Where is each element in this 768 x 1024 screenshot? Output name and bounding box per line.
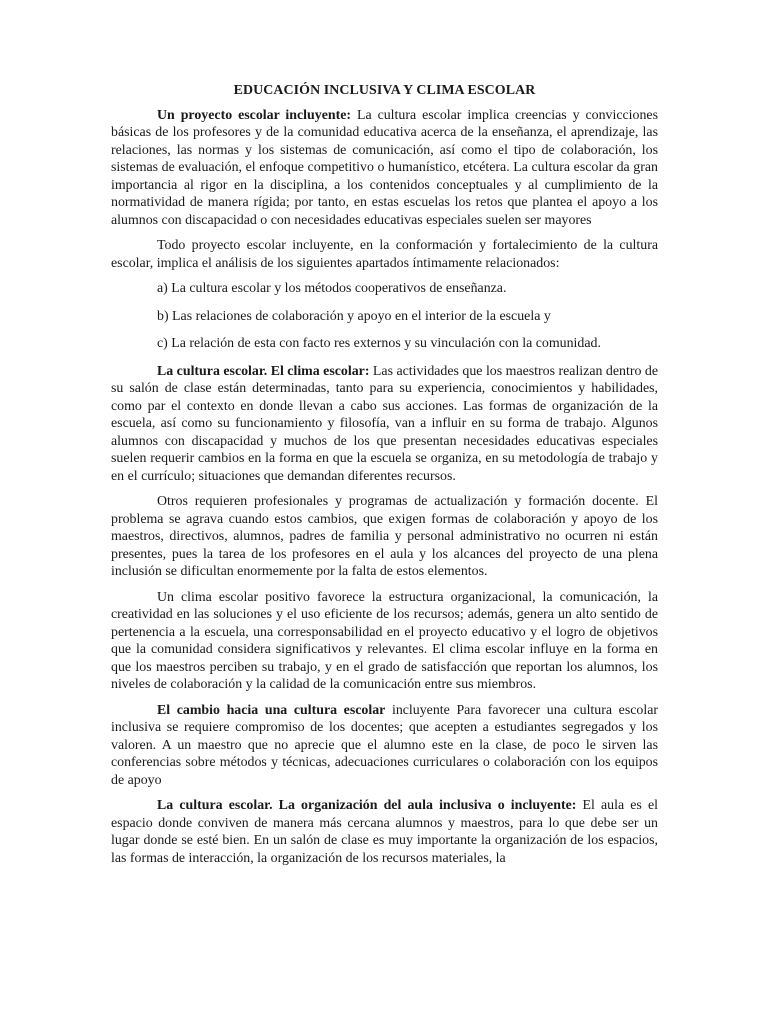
paragraph-todo-proyecto: [111, 237, 658, 272]
paragraph-text: Todo proyecto escolar incluyente, en la conformación y fortalecimiento de la cultura escolar, implica el análisis de los siguientes apartados íntimamente relacionados:: [111, 238, 658, 271]
paragraph-clima-positivo: [111, 589, 658, 694]
paragraph-lead: Un proyecto escolar incluyente:: [157, 107, 352, 123]
paragraph-text: La cultura escolar implica creencias y convicciones básicas de los profesores y de la comunidad educativa acerca de la enseñanza, el aprendizaje, las relaciones, las normas y los sistemas de comunicación, así como el tipo de colaboración, los sistemas de evaluación, el enfoque competitivo o humanístico, etcétera. La cultura escolar da gran importancia al rigor en la disciplina, a los contenidos conceptuales y al cumplimiento de la normatividad de manera rígida; por tanto, en estas escuelas los retos que plantea el apoyo a los alumnos con discapacidad o con necesidades educativas especiales suelen ser mayores: [111, 107, 658, 228]
paragraph-organizacion-aula: [111, 797, 658, 867]
paragraph-text: El aula es el espacio donde conviven de manera más cercana alumnos y maestros, para lo que debe ser un lugar donde se esté bien. En un salón de clase es muy importante la organización de los espacios, las formas de interacción, la organización de los recursos materiales, la: [111, 798, 659, 866]
paragraph-text: Un clima escolar positivo favorece la estructura organizacional, la comunicación, la creatividad en las soluciones y el uso eficiente de los recursos; además, genera un alto sentido de pertenencia a la escuela, una corresponsabilidad en el proyecto educativo y el logro de objetivos que la comunidad considera significativos y relevantes. El clima escolar influye en la forma en que los maestros perciben su trabajo, y en el grado de satisfacción que reportan los alumnos, los niveles de colaboración y la calidad de la comunicación entre sus miembros.: [111, 589, 658, 692]
paragraph-cambio-cultura: [111, 702, 658, 790]
paragraph-text: Otros requieren profesionales y programas de actualización y formación docente. El problema se agrava cuando estos cambios, que exigen formas de colaboración y apoyo de los maestros, directivos, alumnos, padres de familia y personal administrativo no ocurren ni están presentes, pues la tarea de los profesores en el aula y los alcances del proyecto de una plena inclusión se dificultan enormemente por la falta de estos elementos.: [111, 494, 658, 579]
list-item-a: a) La cultura escolar y los métodos cooperativos de enseñanza.: [157, 281, 507, 296]
list-item-c: c) La relación de esta con facto res externos y su vinculación con la comunidad.: [157, 336, 601, 351]
paragraph-clima-escolar: [111, 363, 658, 486]
paragraph-otros-requieren: [111, 493, 658, 581]
paragraph-text: Las actividades que los maestros realizan dentro de su salón de clase están determinadas, tanto para su experiencia, conocimientos y habilidades, como par el contexto en donde llevan a cabo sus acciones. Las formas de organización de la escuela, así como su funcionamiento y filosofía, van a influir en su forma de trabajo. Algunos alumnos con discapacidad y muchos de los que presentan necesidades educativas especiales suelen requerir cambios en la forma en que la escuela se organiza, en su metodología de trabajo y en el currículo; situaciones que demandan diferentes recursos.: [111, 363, 658, 484]
list-item-b: b) Las relaciones de colaboración y apoyo en el interior de la escuela y: [157, 308, 551, 324]
paragraph-lead: La cultura escolar. La organización del aula inclusiva o incluyente:: [157, 798, 577, 813]
paragraph-lead: El cambio hacia una cultura escolar: [157, 702, 386, 718]
document-title: EDUCACIÓN INCLUSIVA Y CLIMA ESCOLAR: [233, 83, 536, 98]
paragraph-proyecto-escolar: [111, 107, 658, 230]
document-page: [111, 82, 658, 875]
paragraph-lead: La cultura escolar. El clima escolar:: [157, 363, 370, 379]
paragraph-text: incluyente Para favorecer una cultura escolar inclusiva se requiere compromiso de los docentes; que acepten a estudiantes segregados y los valoren. A un maestro que no aprecie que el alumno este en la clase, de poco le sirven las conferencias sobre métodos y técnicas, adecuaciones curriculares o colaboración con los equipos de apoyo: [111, 702, 658, 788]
